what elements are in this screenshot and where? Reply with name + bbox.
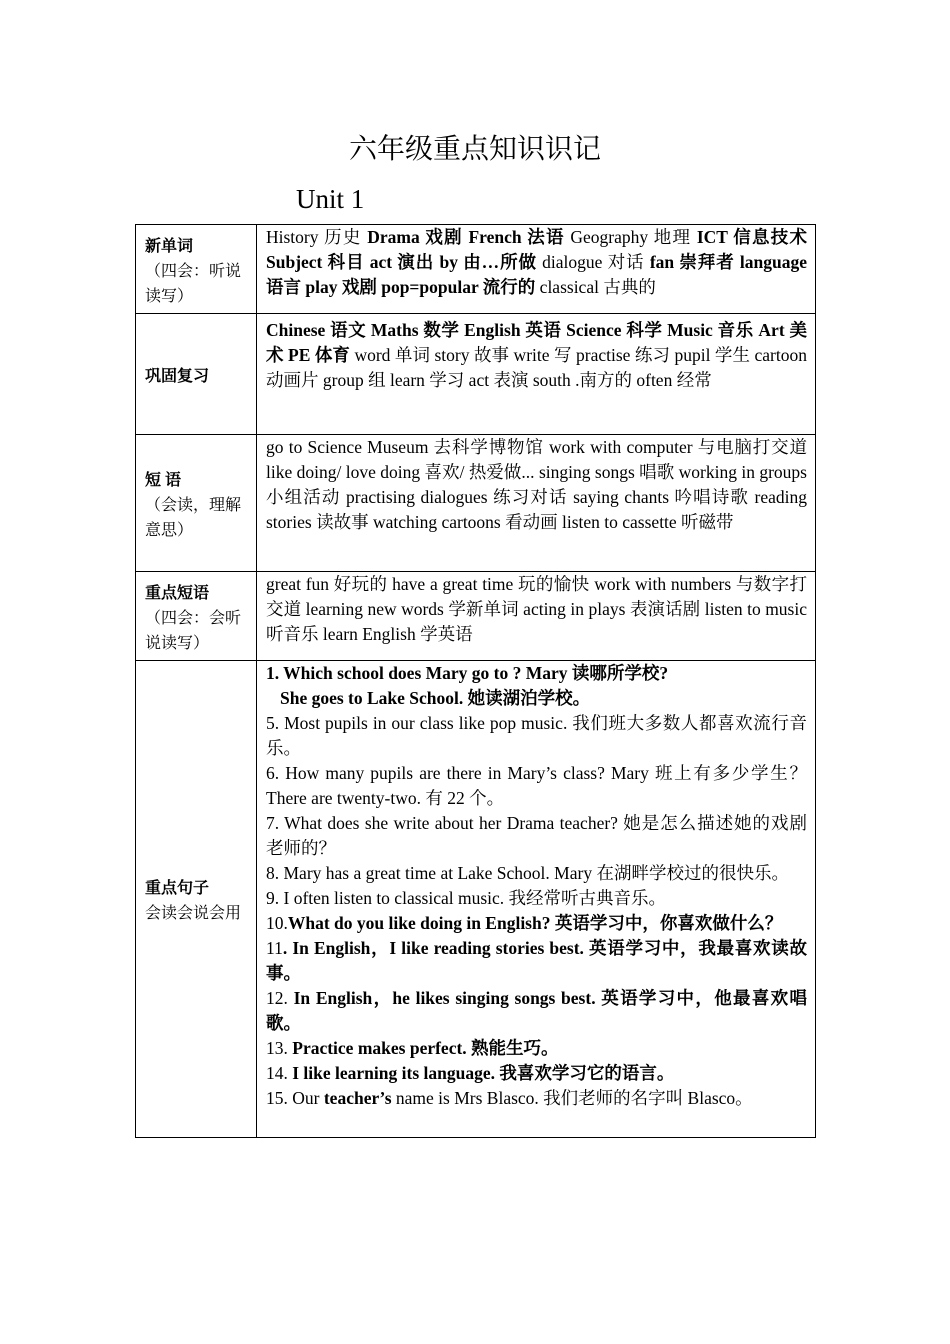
row-content bbox=[257, 314, 816, 435]
row-label-cell bbox=[136, 572, 257, 661]
unit-title: Unit 1 bbox=[296, 184, 365, 214]
row-sublabel: 会读会说会用 bbox=[145, 905, 242, 922]
sentence-line bbox=[266, 761, 807, 811]
text-segment: 13. bbox=[266, 1038, 293, 1058]
text-segment: name is Mrs Blasco. 我们老师的名字叫 Blasco。 bbox=[391, 1088, 753, 1108]
text-segment: word 单词 story 故事 write 写 practise 练习 pupil 学生 cartoon 动画片 group 组 learn 学习 act 表演 south .南方的 often 经常 bbox=[266, 345, 807, 390]
text-segment: 8. Mary has a great time at Lake School. Mary 在湖畔学校过的很快乐。 bbox=[266, 863, 789, 883]
text-segment: classical 古典的 bbox=[535, 277, 656, 297]
text-segment: 11 bbox=[266, 938, 283, 958]
text-segment: 15. Our bbox=[266, 1088, 324, 1108]
text-segment-bold: Drama 戏剧 French 法语 bbox=[367, 227, 565, 247]
text-segment: 9. I often listen to classical music. 我经常听古典音乐。 bbox=[266, 888, 667, 908]
table-row-key-phrases bbox=[136, 572, 816, 661]
text-segment-bold: Chinese 语文 Maths 数学 English 英语 Science 科学 Music 音乐 Art 美术 PE 体育 bbox=[266, 320, 807, 365]
row-content bbox=[257, 225, 816, 314]
sentence-line bbox=[266, 986, 807, 1036]
row-content bbox=[257, 572, 816, 661]
text-segment-bold: What do you like doing in English? 英语学习中，你喜欢做什么？ bbox=[287, 913, 783, 933]
row-label: 重点短语 bbox=[145, 584, 210, 602]
text-segment: Geography 地理 bbox=[564, 227, 697, 247]
row-sublabel: （四会：会听说读写） bbox=[145, 609, 242, 652]
sentence-line bbox=[266, 1036, 807, 1061]
sentence-line bbox=[266, 1086, 807, 1111]
text-segment-bold: ICT 信息技术 Subject 科目 act 演出 by 由…所做 bbox=[266, 227, 807, 272]
row-label-cell bbox=[136, 314, 257, 435]
row-content bbox=[257, 661, 816, 1138]
row-sublabel: （会读，理解意思） bbox=[145, 496, 242, 539]
text-segment: 12. bbox=[266, 988, 294, 1008]
text-segment-bold: . In English，I like reading stories best. 英语学习中，我最喜欢读故事。 bbox=[266, 938, 807, 983]
row-sublabel: （四会：听说读写） bbox=[145, 262, 242, 305]
sentence-line bbox=[266, 811, 807, 861]
table-row-new-words bbox=[136, 225, 816, 314]
table-row-review bbox=[136, 314, 816, 435]
page-title: 六年级重点知识识记 bbox=[348, 134, 601, 165]
row-content bbox=[257, 435, 816, 572]
sentence-line bbox=[266, 686, 807, 711]
table-row-key-sentences bbox=[136, 661, 816, 1138]
text-segment-bold: teacher’s bbox=[323, 1088, 392, 1108]
row-label: 新单词 bbox=[145, 237, 194, 255]
text-segment-bold: In English，he likes singing songs best. 英语学习中，他最喜欢唱歌。 bbox=[266, 988, 807, 1033]
row-label-cell bbox=[136, 225, 257, 314]
row-label-cell bbox=[136, 435, 257, 572]
row-label: 巩固复习 bbox=[145, 367, 210, 385]
text-segment: go to Science Museum 去科学博物馆 work with computer 与电脑打交道 like doing/ love doing 喜欢/ 热爱做... singing songs 唱歌 working in groups 小组活动 practising dialogues 练习对话 saying chants 吟唱诗歌 reading stories 读故事 watching cartoons 看动画 listen to cassette 听磁带 bbox=[266, 437, 807, 532]
row-label: 重点句子 bbox=[145, 880, 210, 897]
text-segment-bold: She goes to Lake School. 她读湖泊学校。 bbox=[280, 688, 591, 708]
text-segment-bold: Practice makes perfect. 熟能生巧。 bbox=[292, 1038, 559, 1058]
sentence-line bbox=[266, 911, 807, 936]
table-row-phrases bbox=[136, 435, 816, 572]
text-segment: great fun 好玩的 have a great time 玩的愉快 work with numbers 与数字打交道 learning new words 学新单词 acting in plays 表演话剧 listen to music 听音乐 learn English 学英语 bbox=[266, 574, 807, 644]
text-segment: 6. How many pupils are there in Mary’s class? Mary 班上有多少学生？There are twenty-two. 有 22 个。 bbox=[266, 763, 807, 808]
sentence-line bbox=[266, 861, 807, 886]
sentence-line bbox=[266, 936, 807, 986]
text-segment: History 历史 bbox=[266, 227, 368, 247]
text-segment: 14. bbox=[266, 1063, 293, 1083]
text-segment-bold: 1. Which school does Mary go to ? Mary 读哪所学校? bbox=[266, 663, 669, 683]
sentence-line bbox=[266, 711, 807, 761]
text-segment: dialogue 对话 bbox=[536, 252, 650, 272]
text-segment: 7. What does she write about her Drama teacher? 她是怎么描述她的戏剧老师的？ bbox=[266, 813, 807, 858]
row-label: 短 语 bbox=[145, 471, 182, 489]
text-segment-bold: fan 崇拜者 language 语言 play 戏剧 pop=popular 流行的 bbox=[266, 252, 808, 297]
sentence-line bbox=[266, 661, 807, 686]
text-segment: 5. Most pupils in our class like pop music. 我们班大多数人都喜欢流行音乐。 bbox=[266, 713, 807, 758]
sentence-line bbox=[266, 1061, 807, 1086]
knowledge-table bbox=[135, 224, 816, 1138]
text-segment: 10. bbox=[266, 913, 288, 933]
text-segment-bold: I like learning its language. 我喜欢学习它的语言。 bbox=[292, 1063, 675, 1083]
sentence-line bbox=[266, 886, 807, 911]
row-label-cell bbox=[136, 661, 257, 1138]
